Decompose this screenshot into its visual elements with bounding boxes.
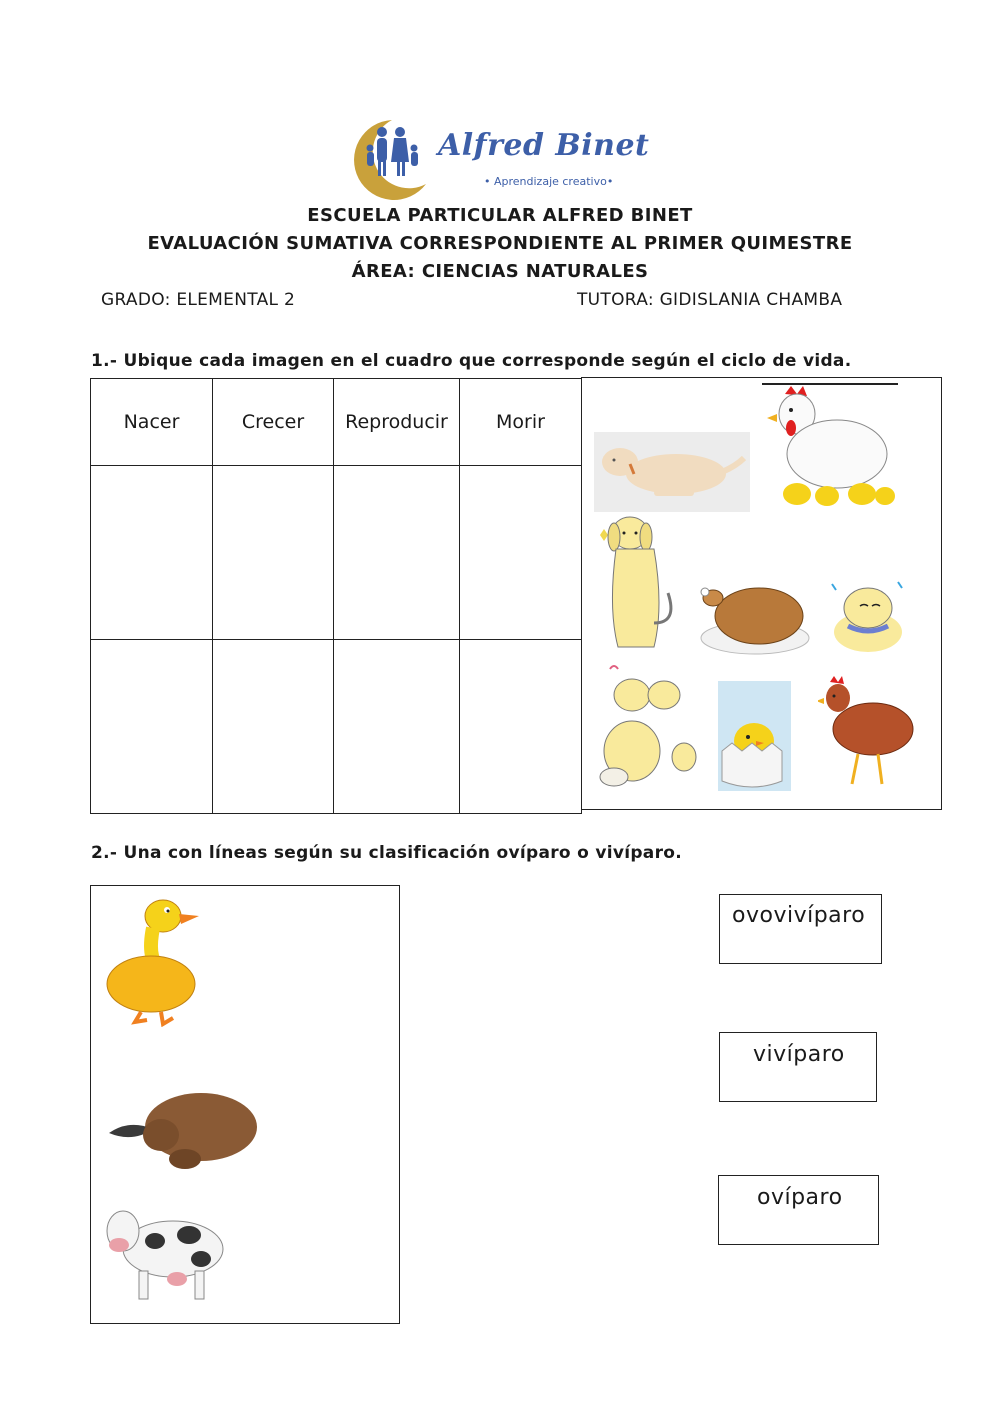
drop-cell-crecer-1[interactable]: [213, 466, 334, 640]
tutor-label: TUTORA: GIDISLANIA CHAMBA: [577, 290, 843, 310]
drop-cell-nacer-2[interactable]: [91, 640, 213, 814]
dog-family-image[interactable]: [594, 661, 702, 791]
cow-image[interactable]: [103, 1201, 228, 1306]
drop-cell-crecer-2[interactable]: [213, 640, 334, 814]
dog-lying-image[interactable]: [594, 432, 750, 512]
logo-tagline: • Aprendizaje creativo•: [484, 175, 614, 188]
column-reproducir: Reproducir: [334, 379, 460, 466]
roast-chicken-image[interactable]: [697, 576, 812, 658]
hen-with-chicks-image[interactable]: [767, 384, 902, 514]
area-title: ÁREA: CIENCIAS NATURALES: [351, 261, 649, 282]
question-1: 1.- Ubique cada imagen en el cuadro que corresponde según el ciclo de vida.: [91, 351, 852, 371]
drop-cell-morir-1[interactable]: [460, 466, 582, 640]
option-viviparo[interactable]: vivíparo: [719, 1032, 877, 1102]
platypus-image[interactable]: [105, 1079, 261, 1184]
grade-label: GRADO: ELEMENTAL 2: [101, 290, 296, 310]
duck-image[interactable]: [101, 892, 206, 1027]
chick-hatching-image[interactable]: [718, 681, 791, 791]
drop-cell-reproducir-1[interactable]: [334, 466, 460, 640]
evaluation-title: EVALUACIÓN SUMATIVA CORRESPONDIENTE AL PRIMER QUIMESTRE: [147, 233, 853, 254]
option-ovoviviparo[interactable]: ovovivíparo: [719, 894, 882, 964]
drop-cell-morir-2[interactable]: [460, 640, 582, 814]
logo-name: Alfred Binet: [438, 128, 650, 163]
column-nacer: Nacer: [91, 379, 213, 466]
drop-cell-nacer-1[interactable]: [91, 466, 213, 640]
pictures-panel: [581, 377, 942, 810]
drop-cell-reproducir-2[interactable]: [334, 640, 460, 814]
column-morir: Morir: [460, 379, 582, 466]
puppy-image[interactable]: [826, 576, 911, 654]
option-oviparo[interactable]: ovíparo: [718, 1175, 879, 1245]
question-2: 2.- Una con líneas según su clasificación ovíparo o vivíparo.: [91, 843, 682, 863]
school-title: ESCUELA PARTICULAR ALFRED BINET: [307, 205, 693, 226]
column-crecer: Crecer: [213, 379, 334, 466]
animals-panel: [90, 885, 400, 1324]
life-cycle-table: [90, 378, 582, 814]
brown-hen-image[interactable]: [818, 674, 918, 789]
adult-dog-image[interactable]: [594, 513, 684, 653]
